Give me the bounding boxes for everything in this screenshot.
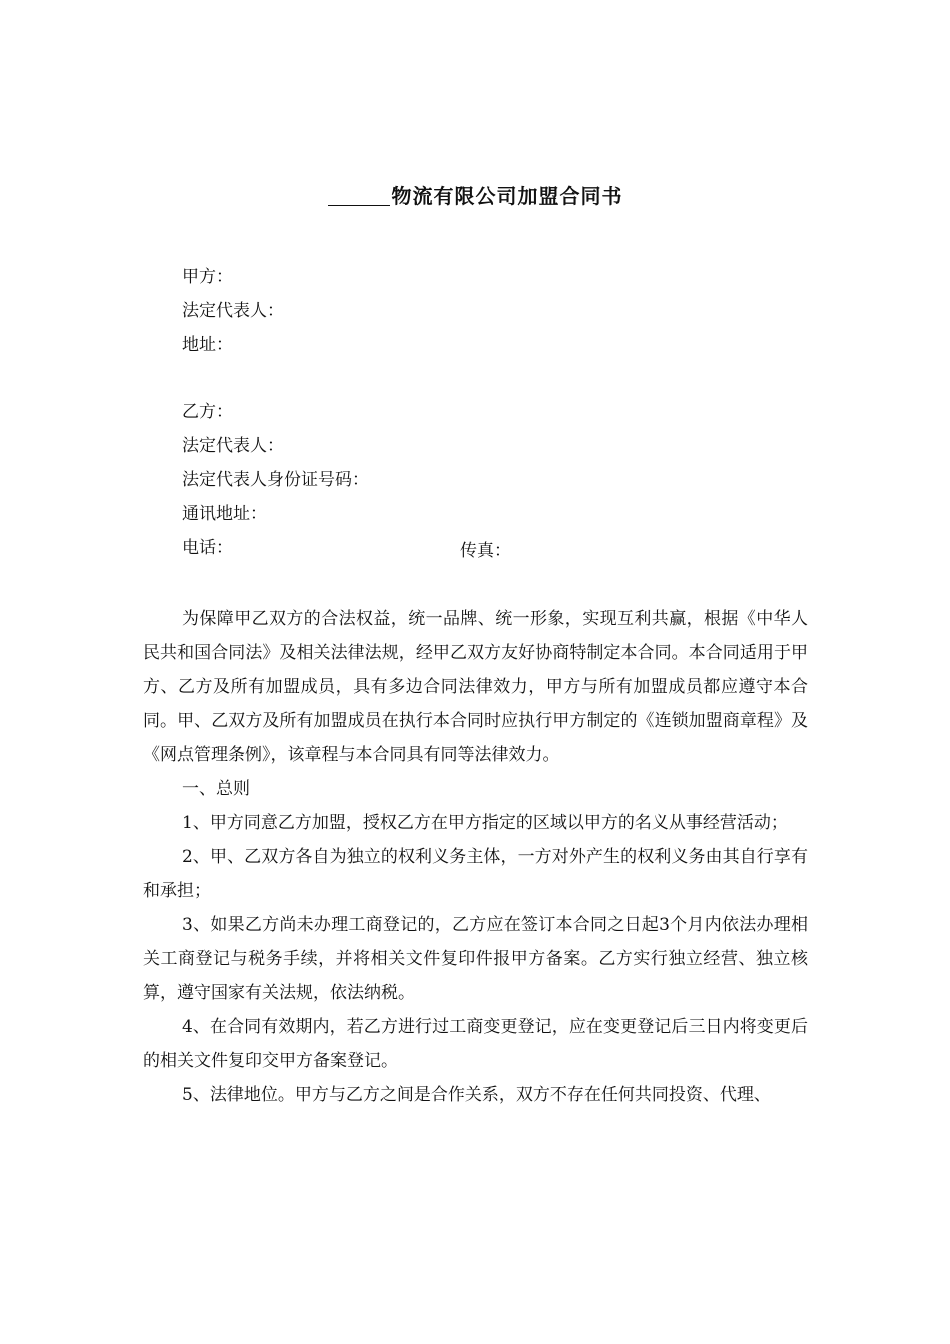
contract-body [143,602,808,1112]
title-blank-line [328,185,390,206]
clause-2: 2、甲、乙双方各自为独立的权利义务主体，一方对外产生的权利义务由其自行享有和承担； [143,847,808,901]
party-a-name-label: 甲方： [182,267,233,287]
document-title [0,180,950,209]
clause-4: 4、在合同有效期内，若乙方进行过工商变更登记，应在变更登记后三日内将变更后的相关文件复印交甲方备案登记。 [143,1017,808,1071]
party-a-rep-label: 法定代表人： [182,301,284,321]
preamble-paragraph: 为保障甲乙双方的合法权益，统一品牌、统一形象，实现互利共赢，根据《中华人民共和国合同法》及相关法律法规，经甲乙双方友好协商特制定本合同。本合同适用于甲方、乙方及所有加盟成员，具有多边合同法律效力，甲方与所有加盟成员都应遵守本合同。甲、乙双方及所有加盟成员在执行本合同时应执行甲方制定的《连锁加盟商章程》及《网点管理条例》，该章程与本合同具有同等法律效力。 [143,609,808,765]
title-text: 物流有限公司加盟合同书 [391,184,623,208]
party-b-block [182,395,369,565]
party-a-address-label: 地址： [182,335,233,355]
party-b-name-label: 乙方： [182,402,233,422]
party-b-fax-label: 传真： [460,541,511,561]
party-b-rep-label: 法定代表人： [182,436,284,456]
clause-5: 5、法律地位。甲方与乙方之间是合作关系，双方不存在任何共同投资、代理、 [182,1085,771,1105]
party-a-block [182,260,284,362]
clause-3: 3、如果乙方尚未办理工商登记的，乙方应在签订本合同之日起3个月内依法办理相关工商登记与税务手续，并将相关文件复印件报甲方备案。乙方实行独立经营、独立核算，遵守国家有关法规，依法纳税。 [143,915,808,1003]
section-heading-general: 一、总则 [182,779,250,799]
party-b-id-label: 法定代表人身份证号码： [182,470,369,490]
party-b-address-label: 通讯地址： [182,504,267,524]
clause-1: 1、甲方同意乙方加盟，授权乙方在甲方指定的区域以甲方的名义从事经营活动； [182,813,788,833]
party-b-phone-label: 电话： [182,538,233,558]
